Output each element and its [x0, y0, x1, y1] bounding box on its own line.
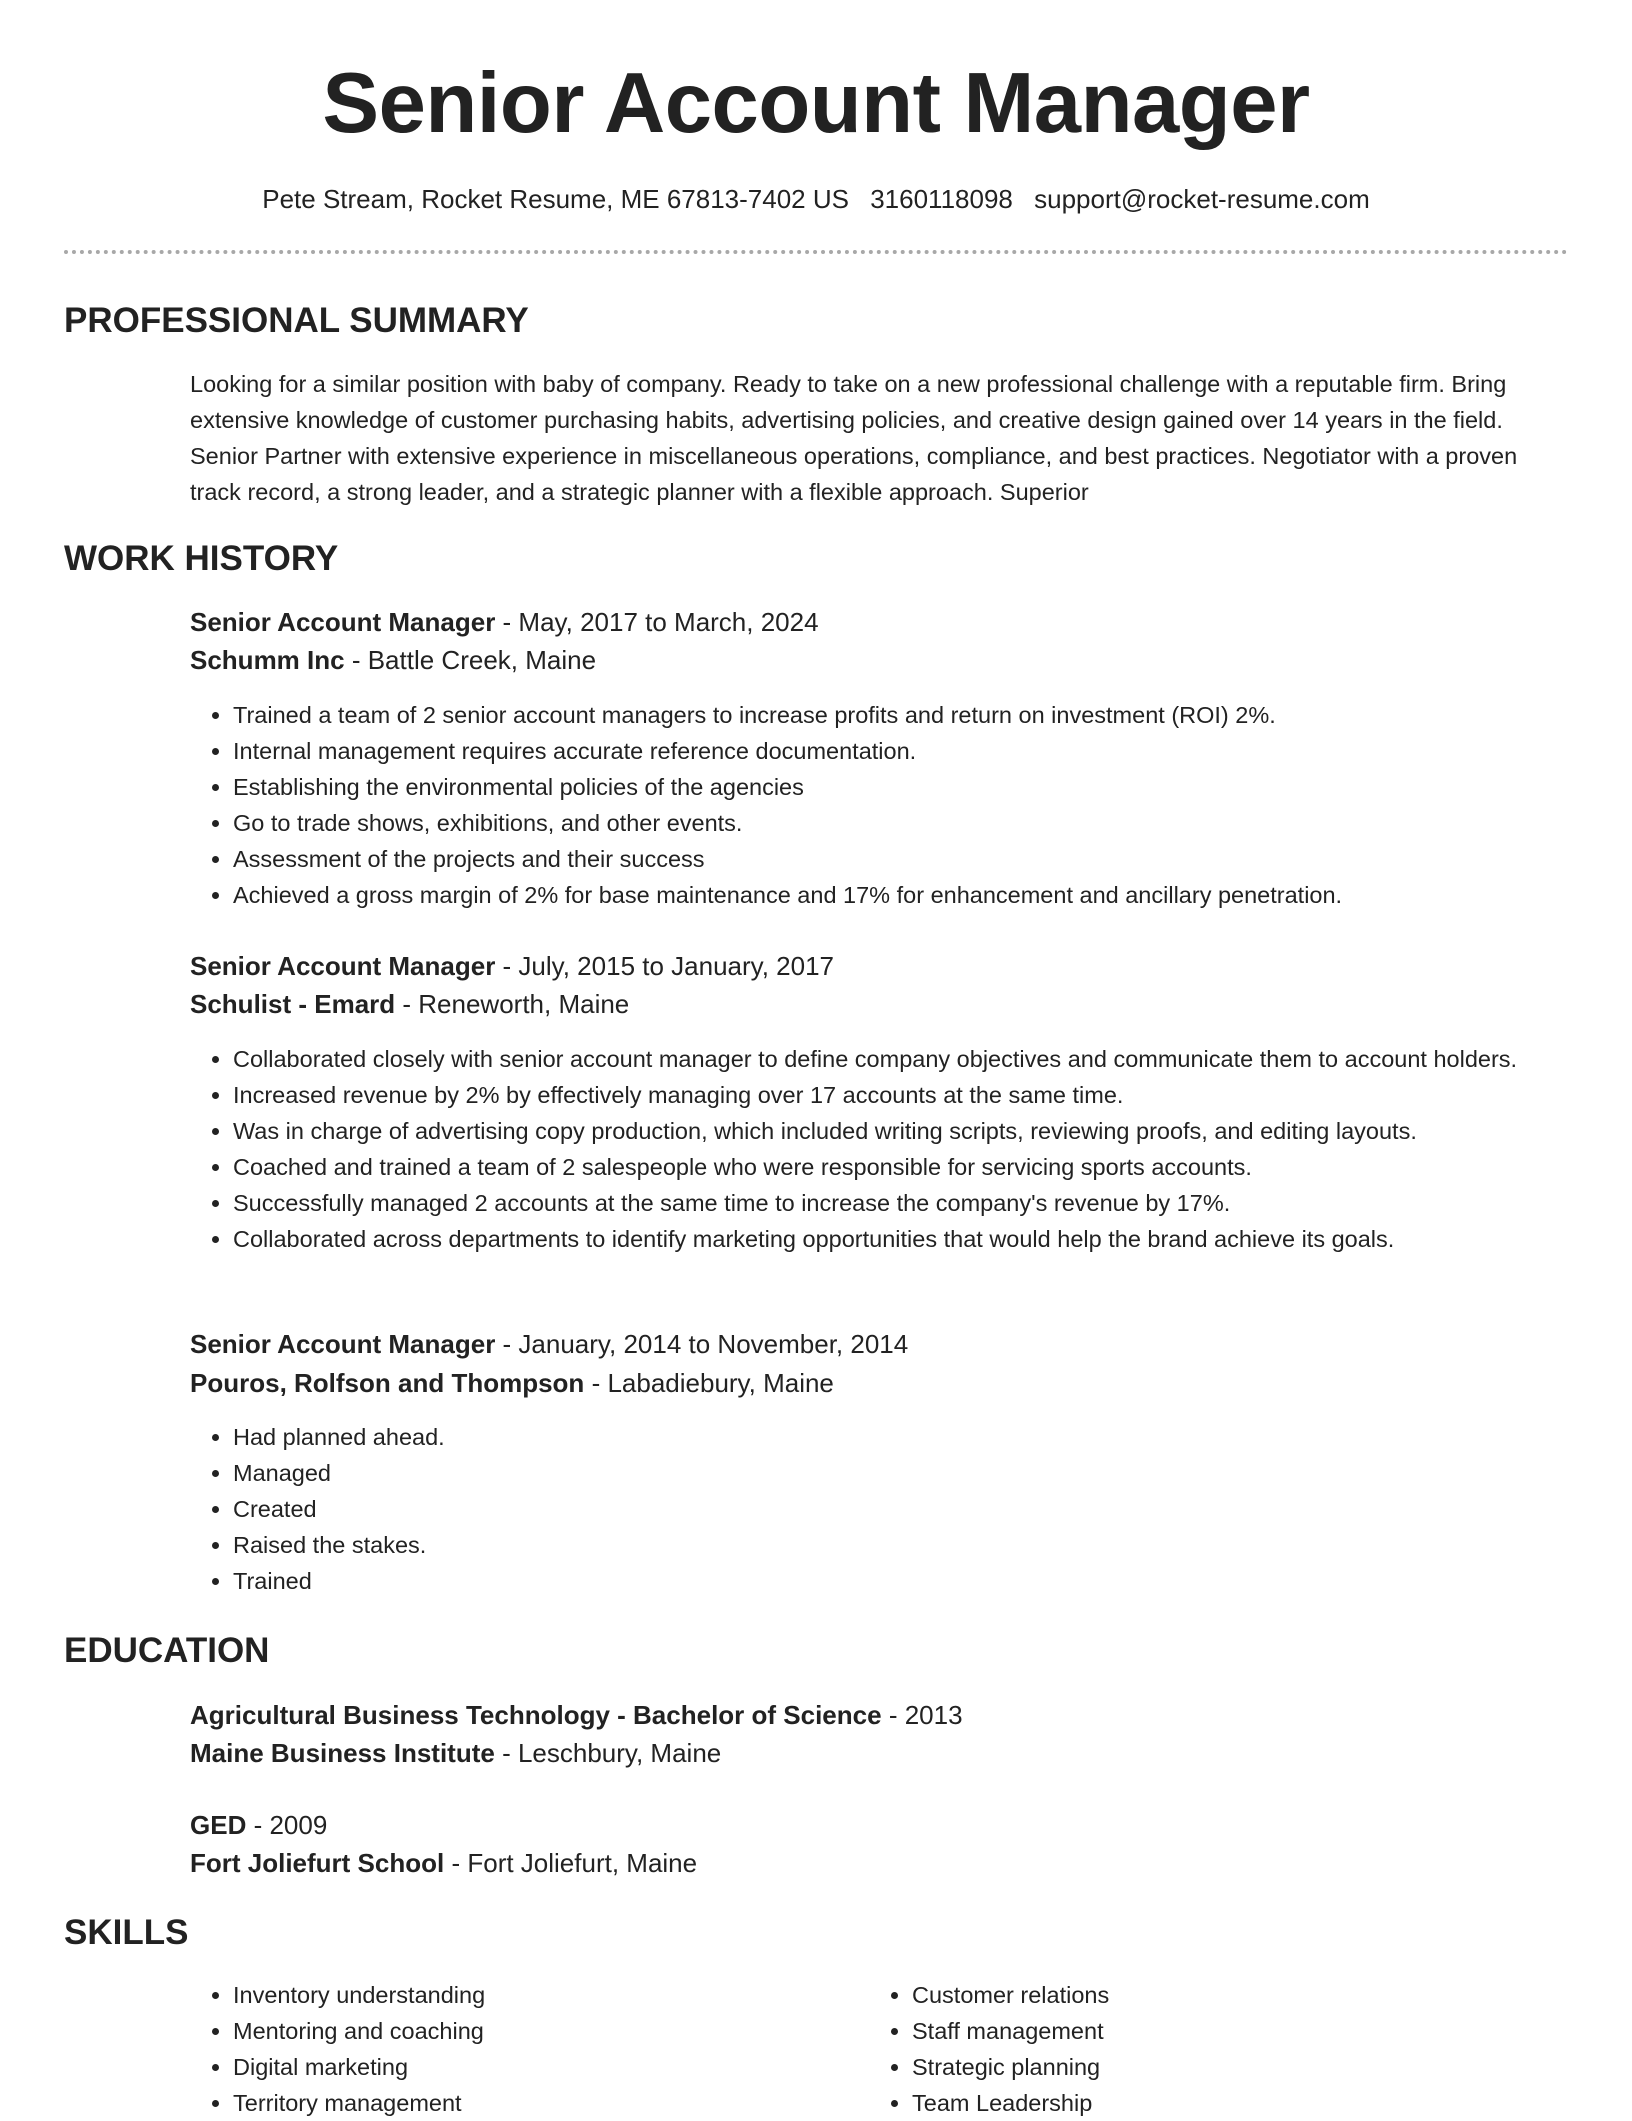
job-2-company-line	[190, 985, 629, 1023]
education-1-degree: Agricultural Business Technology - Bachelor of Science	[190, 1700, 882, 1730]
job-2-title: Senior Account Manager	[190, 951, 496, 981]
job-2-dates: - July, 2015 to January, 2017	[502, 951, 835, 981]
education-1-degree-line	[190, 1696, 963, 1734]
skill-item: • Customer relations	[912, 1977, 1509, 2013]
list-item: • Internal management requires accurate reference documentation.	[233, 733, 1550, 769]
job-1-title-line	[190, 603, 819, 641]
contact-address: Pete Stream, Rocket Resume, ME 67813-7402 US	[262, 184, 849, 214]
contact-email: support@rocket-resume.com	[1034, 184, 1370, 214]
list-item: • Had planned ahead.	[233, 1419, 1550, 1455]
list-item: • Managed	[233, 1455, 1550, 1491]
job-3-title: Senior Account Manager	[190, 1329, 496, 1359]
list-item: • Created	[233, 1491, 1550, 1527]
list-item: • Trained	[233, 1563, 1550, 1599]
job-2-location: - Reneworth, Maine	[402, 989, 630, 1019]
contact-phone: 3160118098	[870, 184, 1013, 214]
list-item: • Go to trade shows, exhibitions, and other events.	[233, 805, 1550, 841]
job-3-title-line	[190, 1325, 908, 1363]
skills-list-left	[190, 1977, 830, 2121]
job-1-company-line	[190, 641, 596, 679]
education-2-degree-line	[190, 1806, 327, 1844]
summary-heading: PROFESSIONAL SUMMARY	[64, 301, 529, 340]
education-2-degree: GED	[190, 1810, 247, 1840]
job-1-title: Senior Account Manager	[190, 607, 496, 637]
list-item: • Was in charge of advertising copy production, which included writing scripts, reviewing proofs, and editing layouts.	[233, 1113, 1550, 1149]
list-item: • Raised the stakes.	[233, 1527, 1550, 1563]
list-item: • Increased revenue by 2% by effectively managing over 17 accounts at the same time.	[233, 1077, 1550, 1113]
skills-heading: SKILLS	[64, 1913, 189, 1952]
list-item: • Assessment of the projects and their success	[233, 841, 1550, 877]
job-3-company-line	[190, 1364, 834, 1402]
education-1-school: Maine Business Institute	[190, 1738, 495, 1768]
education-1-year: - 2013	[888, 1700, 963, 1730]
job-2-bullets	[190, 1041, 1550, 1257]
education-2-school: Fort Joliefurt School	[190, 1848, 445, 1878]
skill-item: • Inventory understanding	[233, 1977, 830, 2013]
job-1-dates: - May, 2017 to March, 2024	[502, 607, 819, 637]
education-2-location: - Fort Joliefurt, Maine	[451, 1848, 698, 1878]
job-1-bullets	[190, 697, 1550, 913]
skill-item: • Team Leadership	[912, 2085, 1509, 2121]
list-item: • Establishing the environmental policies of the agencies	[233, 769, 1550, 805]
list-item: • Trained a team of 2 senior account managers to increase profits and return on investment (ROI) 2%.	[233, 697, 1550, 733]
job-2-title-line	[190, 947, 834, 985]
summary-text: Looking for a similar position with baby of company. Ready to take on a new professional challenge with a reputable firm. Bring extensive knowledge of customer purchasing habits, advertising policies, and creative design gained over 14 years in the field. Senior Partner with extensive experience in miscellaneous operations, compliance, and best practices. Negotiator with a proven track record, a strong leader, and a strategic planner with a flexible approach. Superior	[190, 371, 1518, 505]
job-3-dates: - January, 2014 to November, 2014	[502, 1329, 909, 1359]
skills-list-right	[869, 1977, 1509, 2121]
job-2-company: Schulist - Emard	[190, 989, 396, 1019]
resume-title: Senior Account Manager	[322, 56, 1310, 151]
education-2-school-line	[190, 1844, 697, 1882]
job-3-bullets	[190, 1419, 1550, 1599]
list-item: • Collaborated across departments to identify marketing opportunities that would help the brand achieve its goals.	[233, 1221, 1550, 1257]
job-3-location: - Labadiebury, Maine	[591, 1368, 834, 1398]
skill-item: • Staff management	[912, 2013, 1509, 2049]
skill-item: • Territory management	[233, 2085, 830, 2121]
job-1-location: - Battle Creek, Maine	[351, 645, 597, 675]
list-item: • Achieved a gross margin of 2% for base maintenance and 17% for enhancement and ancillary penetration.	[233, 877, 1550, 913]
list-item: • Collaborated closely with senior account manager to define company objectives and communicate them to account holders.	[233, 1041, 1550, 1077]
education-2-year: - 2009	[253, 1810, 328, 1840]
job-1-company: Schumm Inc	[190, 645, 345, 675]
skill-item: • Strategic planning	[912, 2049, 1509, 2085]
skill-item: • Digital marketing	[233, 2049, 830, 2085]
education-1-location: - Leschbury, Maine	[502, 1738, 722, 1768]
list-item: • Successfully managed 2 accounts at the same time to increase the company's revenue by 17%.	[233, 1185, 1550, 1221]
work-history-heading: WORK HISTORY	[64, 539, 339, 578]
job-3-company: Pouros, Rolfson and Thompson	[190, 1368, 585, 1398]
list-item: • Coached and trained a team of 2 salespeople who were responsible for servicing sports accounts.	[233, 1149, 1550, 1185]
education-heading: EDUCATION	[64, 1631, 270, 1670]
education-1-school-line	[190, 1734, 721, 1772]
contact-line	[0, 183, 1632, 215]
skill-item: • Mentoring and coaching	[233, 2013, 830, 2049]
header-divider	[64, 250, 1568, 254]
